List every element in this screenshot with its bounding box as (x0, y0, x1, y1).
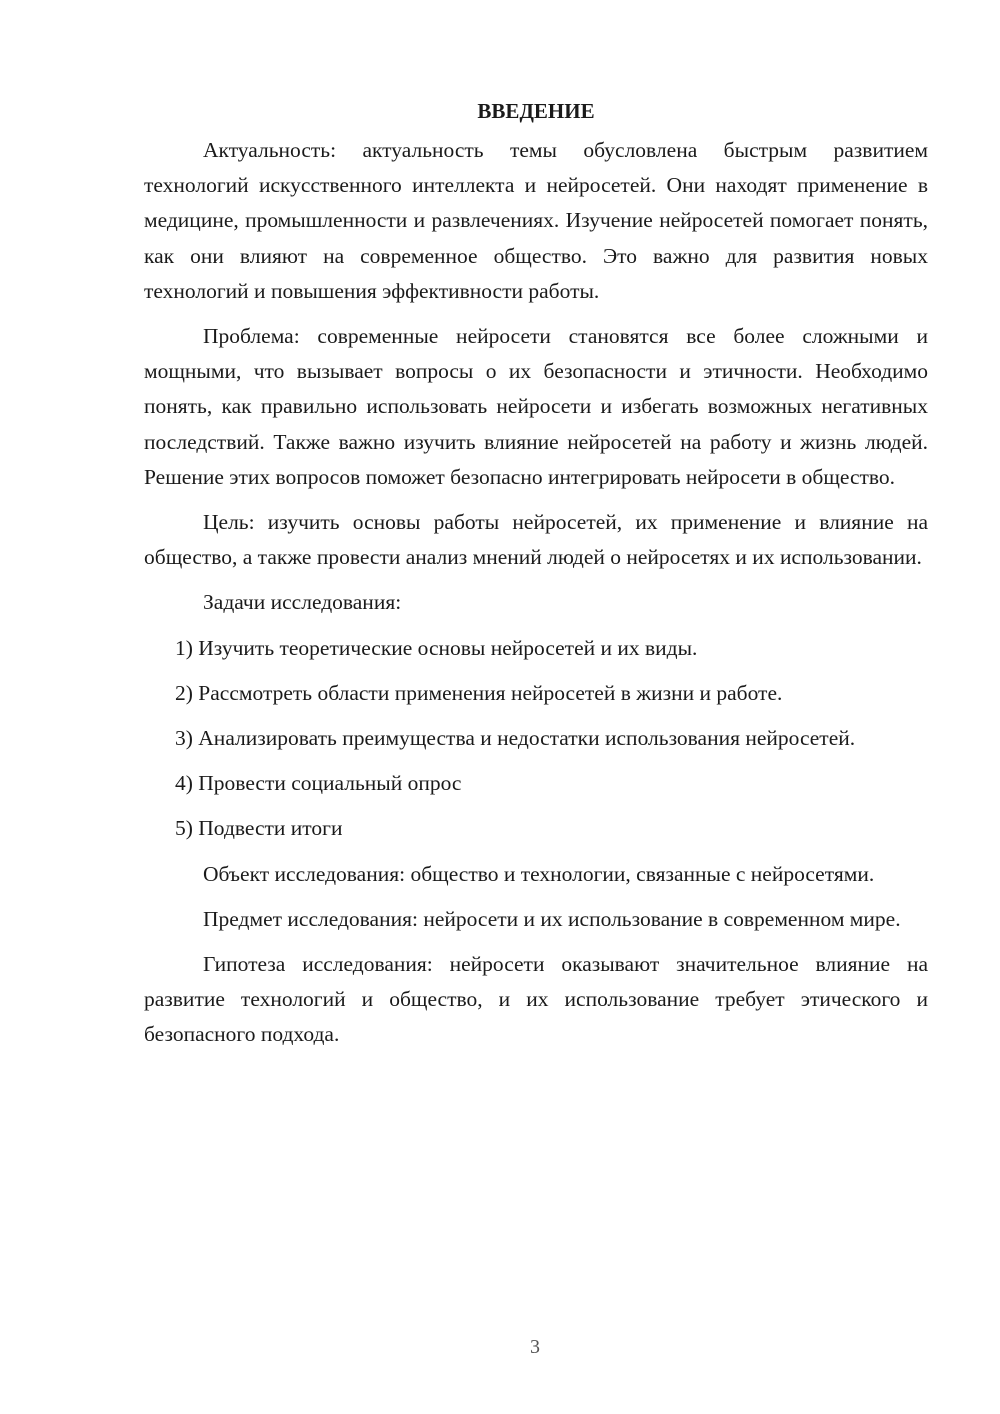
paragraph-relevance: Актуальность: актуальность темы обусловлена быстрым развитием технологий искусственного интеллекта и нейросетей. Они находят применение в медицине, промышленности и развлечениях. Изучение нейросетей помогает понять, как они влияют на современное общество. Это важно для развития новых технологий и повышения эффективности работы. (144, 138, 928, 303)
task-item-3: 3) Анализировать преимущества и недостатки использования нейросетей. (175, 726, 856, 751)
paragraph-goal: Цель: изучить основы работы нейросетей, их применение и влияние на общество, а также провести анализ мнений людей о нейросетях и их использовании. (144, 510, 928, 570)
task-item-4: 4) Провести социальный опрос (175, 771, 462, 796)
paragraph-subject: Предмет исследования: нейросети и их использование в современном мире. (203, 906, 901, 931)
paragraph-object: Объект исследования: общество и технологии, связанные с нейросетями. (203, 861, 875, 886)
page-number: 3 (530, 1336, 540, 1358)
task-item-2: 2) Рассмотреть области применения нейросетей в жизни и работе. (175, 680, 783, 705)
page-content (144, 93, 928, 1063)
task-item-1: 1) Изучить теоретические основы нейросетей и их виды. (175, 635, 698, 660)
paragraph-hypothesis: Гипотеза исследования: нейросети оказывают значительное влияние на развитие технологий и общество, и их использование требует этического и безопасного подхода. (144, 952, 928, 1047)
task-item-5: 5) Подвести итоги (175, 816, 343, 841)
paragraph-problem: Проблема: современные нейросети становятся все более сложными и мощными, что вызывает вопросы о их безопасности и этичности. Необходимо понять, как правильно использовать нейросети и избегать возможных негативных последствий. Также важно изучить влияние нейросетей на работу и жизнь людей. Решение этих вопросов поможет безопасно интегрировать нейросети в общество. (144, 324, 928, 489)
section-title: ВВЕДЕНИЕ (477, 99, 595, 123)
paragraph-tasks-heading: Задачи исследования: (203, 590, 402, 615)
